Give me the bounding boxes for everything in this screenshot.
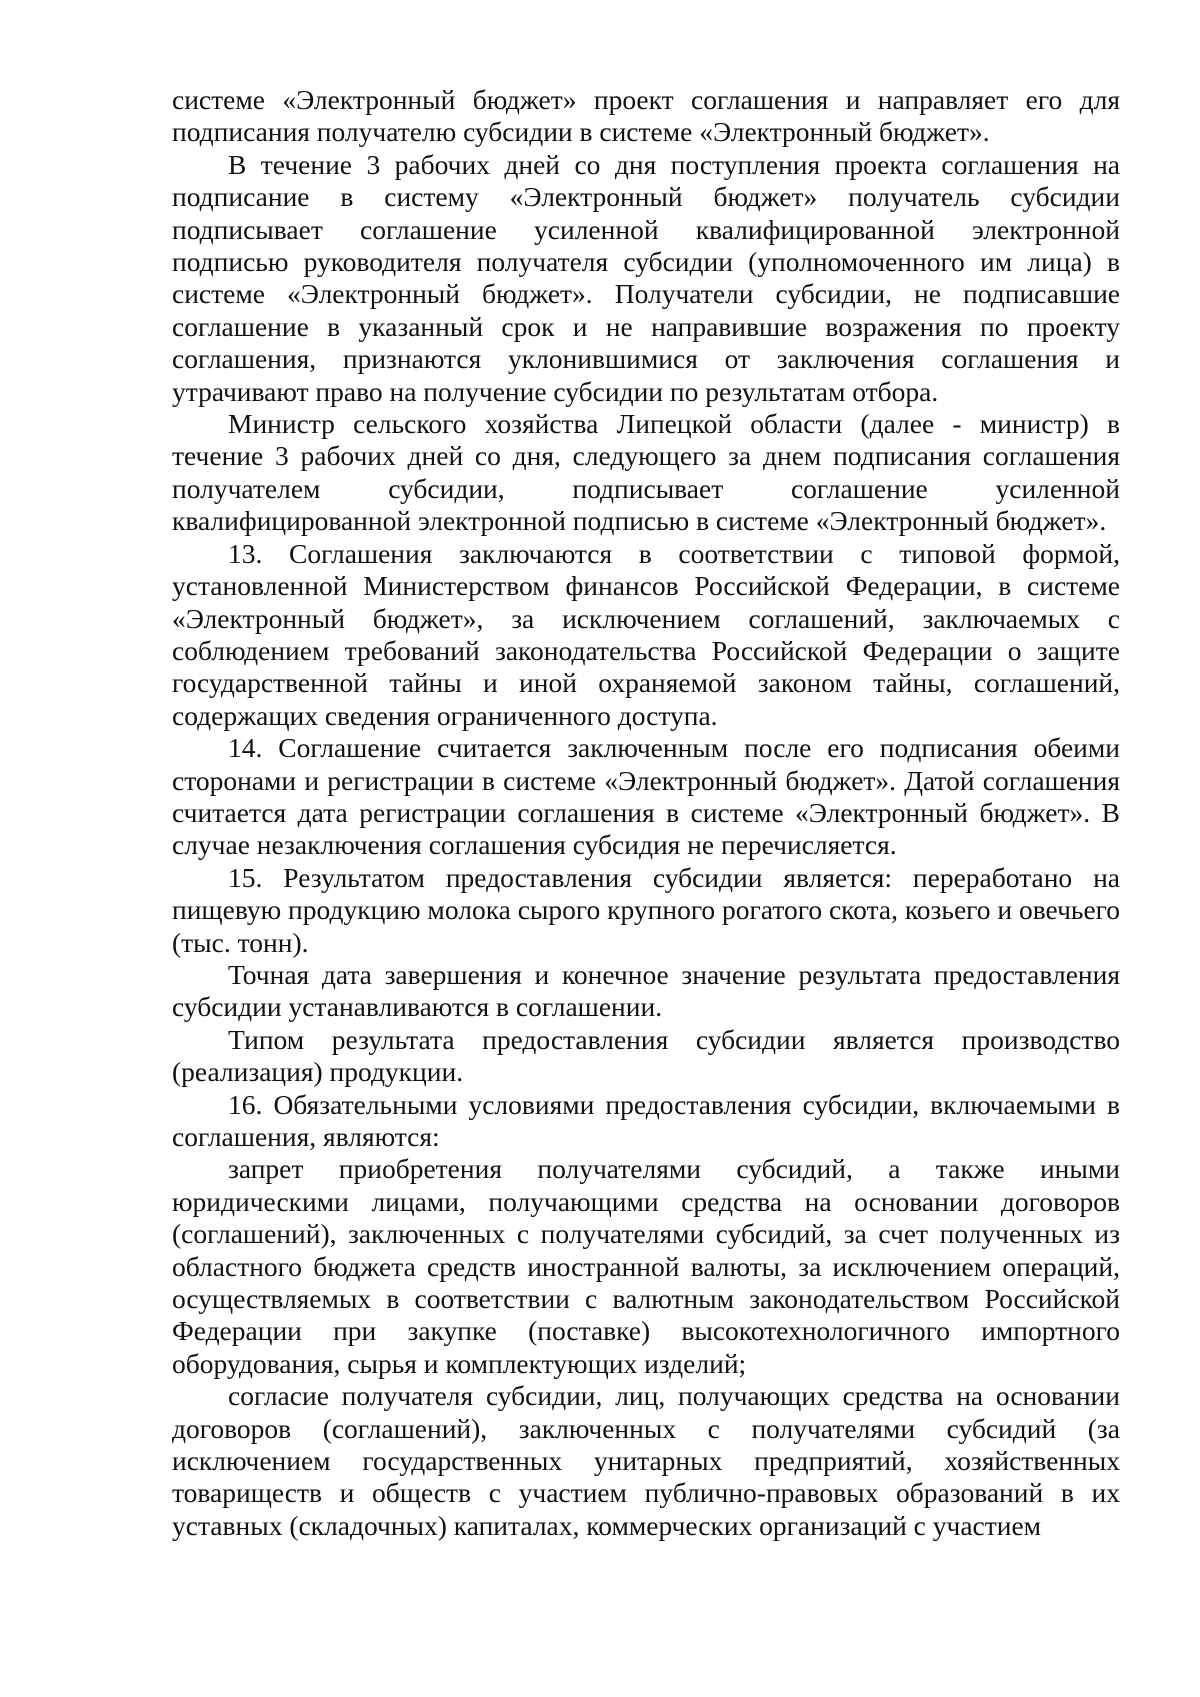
paragraph-currency-ban: запрет приобретения получателями субсидий, а также иными юридическими лицами, получающими средства на основании договоров (соглашений), заключенных с получателями субсидий, за счет полученных из областного бюджета средств иностранной валюты, за исключением операций, осуществляемых в соответствии с валютным законодательством Российской Федерации при закупке (поставке) высокотехнологичного импортного оборудования, сырья и комплектующих изделий;	[172, 1153, 1120, 1379]
paragraph-14: 14. Соглашение считается заключенным после его подписания обеими сторонами и регистрации в системе «Электронный бюджет». Датой соглашения считается дата регистрации соглашения в системе «Электронный бюджет». В случае незаключения соглашения субсидия не перечисляется.	[172, 732, 1120, 861]
paragraph-15: 15. Результатом предоставления субсидии является: переработано на пищевую продукцию молока сырого крупного рогатого скота, козьего и овечьего (тыс. тонн).	[172, 861, 1120, 958]
paragraph-minister-signing: Министр сельского хозяйства Липецкой области (далее - министр) в течение 3 рабочих дней со дня, следующего за днем подписания соглашения получателем субсидии, подписывает соглашение усиленной квалифицированной электронной подписью в системе «Электронный бюджет».	[172, 408, 1120, 537]
paragraph-signing-deadline: В течение 3 рабочих дней со дня поступления проекта соглашения на подписание в систему «Электронный бюджет» получатель субсидии подписывает соглашение усиленной квалифицированной электронной подписью руководителя получателя субсидии (уполномоченного им лица) в системе «Электронный бюджет». Получатели субсидии, не подписавшие соглашение в указанный срок и не направившие возражения по проекту соглашения, признаются уклонившимися от заключения соглашения и утрачивают право на получение субсидии по результатам отбора.	[172, 148, 1120, 407]
paragraph-consent: согласие получателя субсидии, лиц, получающих средства на основании договоров (соглашений), заключенных с получателями субсидий (за исключением государственных унитарных предприятий, хозяйственных товариществ и обществ с участием публично-правовых образований в их уставных (складочных) капиталах, коммерческих организаций с участием	[172, 1380, 1120, 1541]
paragraph-continuation: системе «Электронный бюджет» проект соглашения и направляет его для подписания получателю субсидии в системе «Электронный бюджет».	[172, 84, 1120, 148]
paragraph-result-date: Точная дата завершения и конечное значение результата предоставления субсидии устанавливаются в соглашении.	[172, 958, 1120, 1023]
paragraph-result-type: Типом результата предоставления субсидии является производство (реализация) продукции.	[172, 1023, 1120, 1088]
document-page	[172, 84, 1120, 1542]
paragraph-16: 16. Обязательными условиями предоставления субсидии, включаемыми в соглашения, являются:	[172, 1088, 1120, 1152]
paragraph-13: 13. Соглашения заключаются в соответствии с типовой формой, установленной Министерством финансов Российской Федерации, в системе «Электронный бюджет», за исключением соглашений, заключаемых с соблюдением требований законодательства Российской Федерации о защите государственной тайны и иной охраняемой законом тайны, соглашений, содержащих сведения ограниченного доступа.	[172, 537, 1120, 731]
